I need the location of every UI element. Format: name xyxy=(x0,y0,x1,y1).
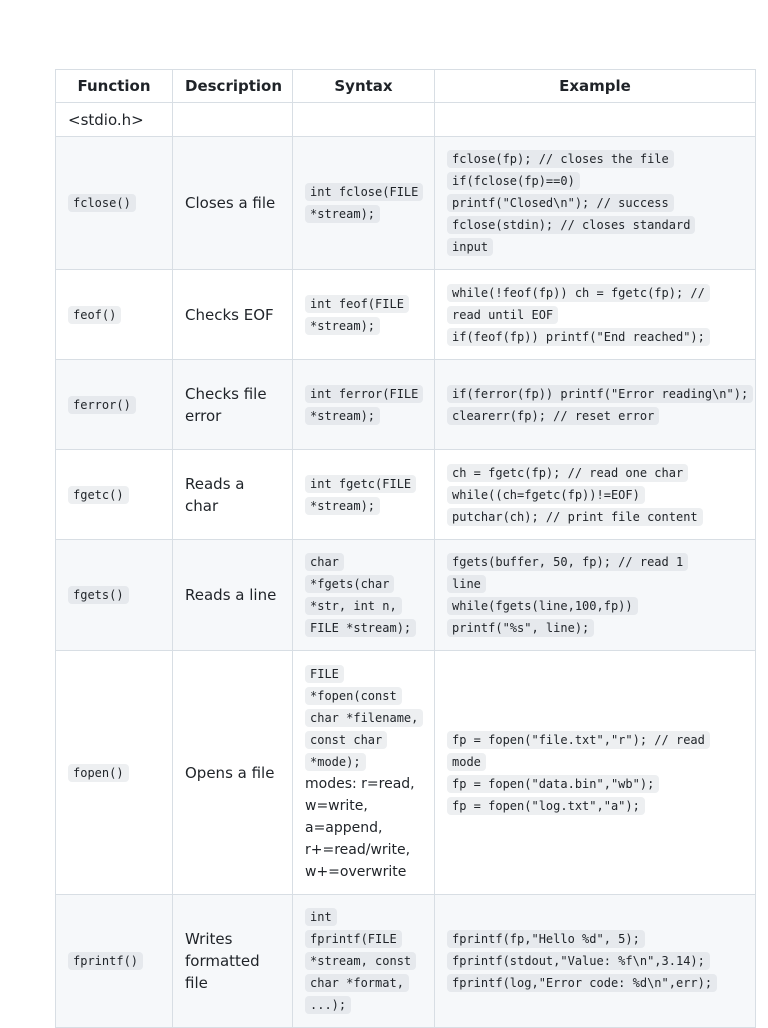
syntax-cell xyxy=(293,450,435,540)
syntax-code: FILE *fopen(const char *filename, const char *mode); xyxy=(305,665,423,771)
syntax-line xyxy=(305,293,422,337)
table-row xyxy=(56,450,756,540)
example-cell xyxy=(435,540,756,651)
example-code: fp = fopen("file.txt","r"); // read mode xyxy=(447,731,710,771)
example-line xyxy=(447,729,709,773)
example-line xyxy=(447,170,709,214)
example-code: fprintf(stdout,"Value: %f\n",3.14); xyxy=(447,952,710,970)
function-cell xyxy=(56,651,173,895)
table-row xyxy=(56,651,756,895)
description-cell: Checks EOF xyxy=(173,270,293,360)
header-description: Description xyxy=(173,70,293,103)
syntax-cell xyxy=(293,651,435,895)
example-code: fprintf(log,"Error code: %d\n",err); xyxy=(447,974,717,992)
example-line xyxy=(447,326,755,348)
example-line xyxy=(447,484,709,528)
description-cell: Checks file error xyxy=(173,360,293,450)
syntax-line xyxy=(305,383,422,427)
example-code: while(fgets(line,100,fp)) printf("%s", line); xyxy=(447,597,638,637)
example-line xyxy=(447,795,755,817)
example-code: if(fclose(fp)==0) printf("Closed\n"); // success xyxy=(447,172,674,212)
description-cell: Opens a file xyxy=(173,651,293,895)
description-cell: Closes a file xyxy=(173,137,293,270)
description-cell: Reads a line xyxy=(173,540,293,651)
syntax-line xyxy=(305,663,422,773)
table-row xyxy=(56,895,756,1028)
example-code: ch = fgetc(fp); // read one char xyxy=(447,464,688,482)
syntax-cell xyxy=(293,360,435,450)
example-code: fclose(stdin); // closes standard input xyxy=(447,216,695,256)
example-code: fgets(buffer, 50, fp); // read 1 line xyxy=(447,553,688,593)
function-name: fgets() xyxy=(68,586,129,604)
example-cell xyxy=(435,895,756,1028)
function-name: fprintf() xyxy=(68,952,143,970)
example-line xyxy=(447,282,709,326)
table-row xyxy=(56,540,756,651)
syntax-line xyxy=(305,551,422,639)
example-code: fclose(fp); // closes the file xyxy=(447,150,674,168)
header-row xyxy=(56,70,756,103)
syntax-cell xyxy=(293,895,435,1028)
example-code: fp = fopen("data.bin","wb"); xyxy=(447,775,659,793)
header-syntax: Syntax xyxy=(293,70,435,103)
example-line xyxy=(447,595,709,639)
example-code: while((ch=fgetc(fp))!=EOF) putchar(ch); // print file content xyxy=(447,486,703,526)
syntax-code: int fgetc(FILE *stream); xyxy=(305,475,416,515)
example-line xyxy=(447,972,755,994)
example-line xyxy=(447,405,709,427)
table-header xyxy=(56,70,756,103)
group-empty-cell xyxy=(293,103,435,137)
function-name: ferror() xyxy=(68,396,136,414)
syntax-line xyxy=(305,181,422,225)
function-cell xyxy=(56,270,173,360)
example-line xyxy=(447,773,755,795)
group-empty-cell xyxy=(173,103,293,137)
example-code: fprintf(fp,"Hello %d", 5); xyxy=(447,930,645,948)
example-code: if(feof(fp)) printf("End reached"); xyxy=(447,328,710,346)
example-cell xyxy=(435,270,756,360)
function-cell xyxy=(56,137,173,270)
table-row xyxy=(56,360,756,450)
example-line xyxy=(447,551,709,595)
example-code: fp = fopen("log.txt","a"); xyxy=(447,797,645,815)
table-row xyxy=(56,137,756,270)
group-empty-cell xyxy=(435,103,756,137)
example-code: if(ferror(fp)) printf("Error reading\n"); xyxy=(447,385,753,403)
function-cell xyxy=(56,895,173,1028)
example-line xyxy=(447,214,709,258)
function-name: fclose() xyxy=(68,194,136,212)
syntax-cell xyxy=(293,540,435,651)
example-line xyxy=(447,383,755,405)
syntax-code: int ferror(FILE *stream); xyxy=(305,385,423,425)
function-reference-table xyxy=(55,69,749,1028)
syntax-code: int fclose(FILE *stream); xyxy=(305,183,423,223)
example-cell xyxy=(435,450,756,540)
header-function: Function xyxy=(56,70,173,103)
group-label: <stdio.h> xyxy=(56,103,173,137)
function-cell xyxy=(56,540,173,651)
function-name: fopen() xyxy=(68,764,129,782)
description-cell: Reads a char xyxy=(173,450,293,540)
syntax-cell xyxy=(293,137,435,270)
syntax-note: modes: r=read, w=write, a=append, r+=read/write, w+=overwrite xyxy=(305,775,415,880)
syntax-line xyxy=(305,906,422,1016)
example-line xyxy=(447,148,709,170)
syntax-code: char *fgets(char *str, int n, FILE *stream); xyxy=(305,553,416,637)
syntax-code: int feof(FILE *stream); xyxy=(305,295,409,335)
table-row xyxy=(56,270,756,360)
example-code: clearerr(fp); // reset error xyxy=(447,407,659,425)
example-line xyxy=(447,462,709,484)
example-line xyxy=(447,928,755,950)
header-example: Example xyxy=(435,70,756,103)
example-line xyxy=(447,950,755,972)
description-cell: Writes formatted file xyxy=(173,895,293,1028)
example-cell xyxy=(435,137,756,270)
function-cell xyxy=(56,450,173,540)
example-cell xyxy=(435,360,756,450)
table-body xyxy=(56,103,756,1028)
example-code: while(!feof(fp)) ch = fgetc(fp); // read until EOF xyxy=(447,284,710,324)
syntax-cell xyxy=(293,270,435,360)
function-name: fgetc() xyxy=(68,486,129,504)
syntax-line xyxy=(305,473,422,517)
table xyxy=(55,69,756,1028)
function-cell xyxy=(56,360,173,450)
example-cell xyxy=(435,651,756,895)
syntax-code: int fprintf(FILE *stream, const char *format, ...); xyxy=(305,908,416,1014)
group-row xyxy=(56,103,756,137)
function-name: feof() xyxy=(68,306,121,324)
